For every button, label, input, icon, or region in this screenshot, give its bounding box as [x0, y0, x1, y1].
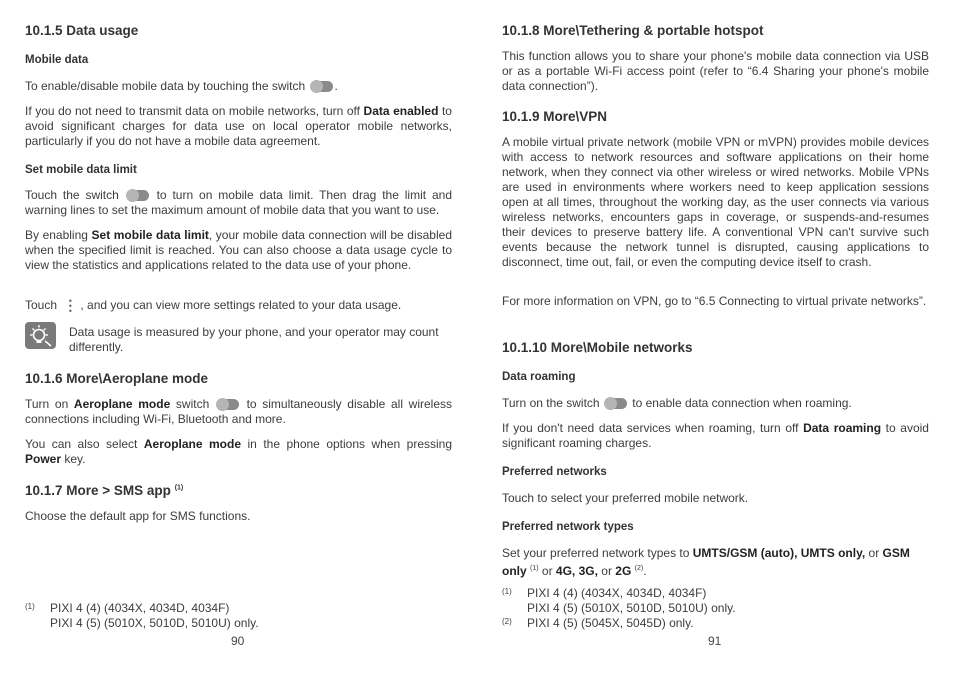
tip-text: Data usage is measured by your phone, and your operator may count differently.	[69, 325, 439, 354]
page-number: 91	[708, 634, 722, 648]
paragraph-preferred-networks: Touch to select your preferred mobile network.	[502, 491, 749, 505]
paragraph-vpn-more: For more information on VPN, go to “6.5 Connecting to virtual private networks”.	[502, 294, 927, 308]
subheading-mobile-data: Mobile data	[25, 54, 89, 66]
subheading-set-mobile-data-limit: Set mobile data limit	[25, 164, 137, 176]
paragraph-tethering: This function allows you to share your phone's mobile data connection via USB or as a portable Wi-Fi access point (refer to “6.4 Sharing your phone's mobile data connection”).	[502, 49, 929, 93]
paragraph-enabling-limit: By enabling Set mobile data limit, your mobile data connection will be disabled when the specified limit is reached. You can also choose a data usage cycle to view the statistics and applications related to the data use of your phone.	[25, 228, 452, 272]
toggle-switch-icon	[127, 190, 149, 201]
paragraph-roaming-off: If you don't need data services when roaming, turn off Data roaming to avoid significant roaming charges.	[502, 421, 929, 450]
lightbulb-tip-icon	[25, 322, 56, 349]
paragraph-mobile-data: To enable/disable mobile data by touching the switch .	[25, 79, 338, 93]
paragraph-roaming-switch: Turn on the switch to enable data connection when roaming.	[502, 396, 852, 410]
paragraph-limit: Touch the switch to turn on mobile data limit. Then drag the limit and warning lines to set the maximum amount of mobile data that you want to use.	[25, 188, 453, 217]
toggle-switch-icon	[311, 81, 333, 92]
page-number: 90	[231, 634, 245, 648]
section-heading-aeroplane-mode: 10.1.6 More\Aeroplane mode	[25, 371, 209, 386]
paragraph-vpn: A mobile virtual private network (mobile VPN or mVPN) provides mobile devices with access to network resources and software applications on their home network, when they connect via other wireless or wired networks. Mobile VPNs are used in environments where workers need to keep application sessions open at all times, throughout the working day, as the user connects via various wireless networks, encounters gaps in coverage, or suspends-and-resumes their devices to preserve battery life. A conventional VPN can't survive such events because the network tunnel is disrupted, causing applications to disconnect, time out, fail, or even the computing device itself to crash.	[502, 135, 929, 269]
subheading-preferred-network-types: Preferred network types	[502, 521, 634, 533]
toggle-switch-icon	[605, 398, 627, 409]
paragraph-network-types: Set your preferred network types to UMTS/GSM (auto), UMTS only, or GSM only $^{(1)}$ or 4G, 3G, or 2G $^{(2)}$.	[502, 546, 910, 578]
paragraph-aeroplane-switch: Turn on Aeroplane mode switch to simultaneously disable all wireless connections including Wi-Fi, Bluetooth and more.	[25, 397, 452, 426]
subheading-preferred-networks: Preferred networks	[502, 466, 607, 478]
more-vertical-icon: ⋮	[63, 297, 78, 313]
toggle-switch-icon	[217, 399, 239, 410]
section-heading-tethering: 10.1.8 More\Tethering & portable hotspot	[502, 23, 764, 38]
paragraph-sms: Choose the default app for SMS functions.	[25, 509, 251, 523]
section-heading-vpn: 10.1.9 More\VPN	[502, 109, 608, 124]
section-heading-data-usage: 10.1.5 Data usage	[25, 23, 139, 38]
section-heading-sms-app: 10.1.7 More > SMS app $^{(1)}$	[25, 483, 184, 498]
subheading-data-roaming: Data roaming	[502, 371, 576, 383]
paragraph-data-enabled: If you do not need to transmit data on mobile networks, turn off Data enabled to avoid significant charges for data use on local operator mobile networks, particularly if you do not have a mobile data agreement.	[25, 104, 452, 148]
paragraph-touch-more: Touch ⋮ , and you can view more settings related to your data usage.	[25, 297, 402, 313]
section-heading-mobile-networks: 10.1.10 More\Mobile networks	[502, 340, 693, 355]
paragraph-aeroplane-power: You can also select Aeroplane mode in the phone options when pressing Power key.	[25, 437, 453, 466]
